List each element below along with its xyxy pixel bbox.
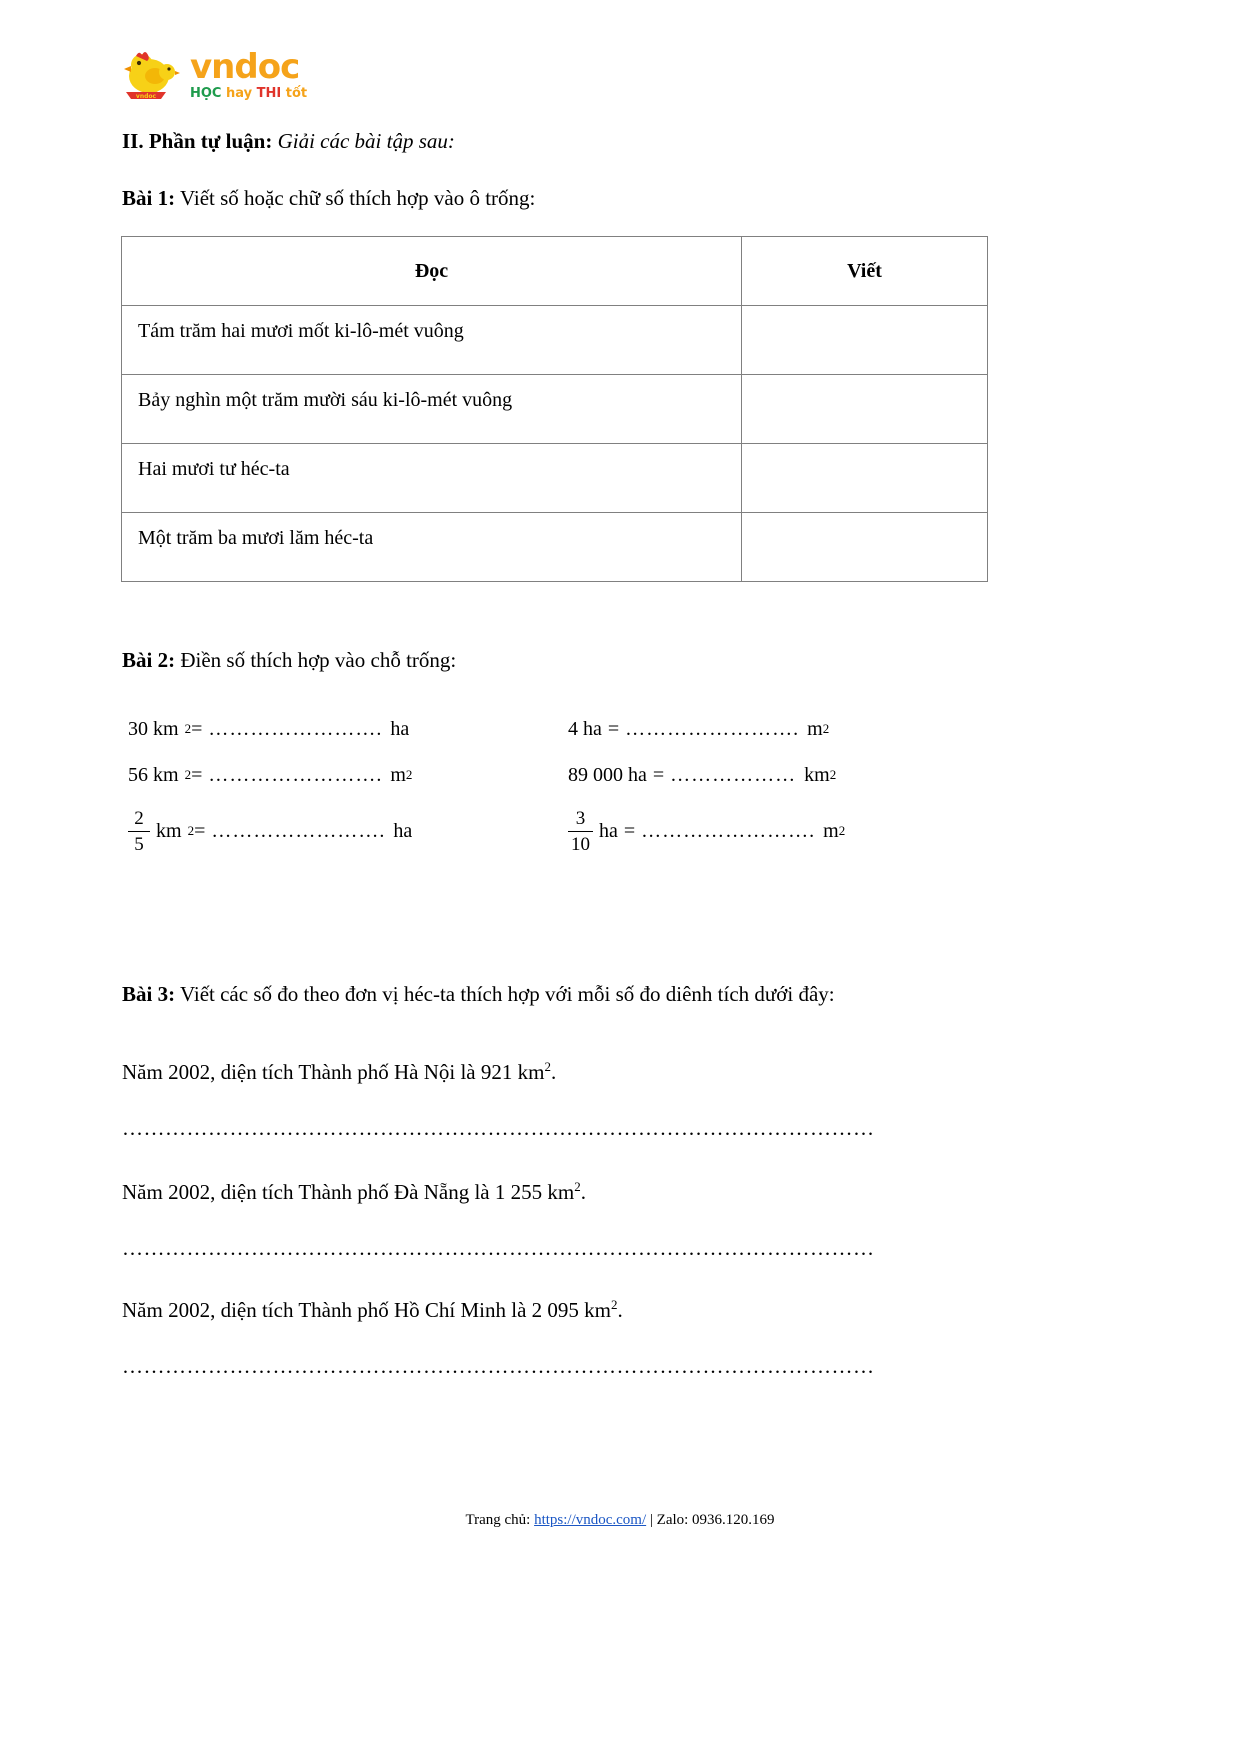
tagline-tot: tốt xyxy=(285,86,308,101)
statement-text: Năm 2002, diện tích Thành phố Đà Nẵng là 1 255 km xyxy=(122,1180,575,1204)
footer-prefix: Trang chủ: xyxy=(465,1512,531,1528)
footer-contact: Zalo: 0936.120.169 xyxy=(656,1512,775,1528)
bai1-heading xyxy=(122,182,535,214)
exercise-item: 89 000 ha = ……………… km 2 xyxy=(568,763,837,786)
column-header-viet: Viết xyxy=(742,237,988,306)
exercise-unit: ha xyxy=(390,717,410,740)
exercise-value: 56 km xyxy=(128,763,179,786)
fraction-denominator: 10 xyxy=(571,833,590,855)
table-row xyxy=(122,513,988,582)
table-row xyxy=(122,375,988,444)
exercise-unit: ha xyxy=(393,819,413,842)
exercise-item: 56 km 2 = ……………………. m 2 xyxy=(128,763,413,786)
bai3-heading xyxy=(122,978,988,1011)
fraction-numerator: 3 xyxy=(575,807,586,829)
bai3-statement xyxy=(122,1056,556,1088)
equals-sign: = xyxy=(194,819,206,842)
fraction-bar xyxy=(568,831,593,832)
table-row xyxy=(122,306,988,375)
bai2-heading xyxy=(122,644,456,676)
tagline-hoc: HỌC xyxy=(190,86,222,101)
equals-sign: = xyxy=(191,717,203,740)
table-header-row xyxy=(122,237,988,306)
chick-mascot-icon xyxy=(122,48,184,106)
exercise-row xyxy=(128,752,1008,798)
section-heading xyxy=(122,126,455,156)
exercise-value: 4 ha xyxy=(568,717,602,740)
equals-sign: = xyxy=(623,819,636,842)
exercise-row xyxy=(128,706,1008,752)
column-header-doc: Đọc xyxy=(122,237,742,306)
cell-read: Tám trăm hai mươi mốt ki-lô-mét vuông xyxy=(122,306,742,375)
bai2-label: Bài 2: xyxy=(122,648,176,672)
bai3-prompt: Viết các số đo theo đơn vị héc-ta thích hợp với mỗi số đo diênh tích dưới đây: xyxy=(179,982,835,1006)
bai1-label: Bài 1: xyxy=(122,186,176,210)
exercise-item-fraction: $\frac{2}{5}$ km 2 = ……………………. ha xyxy=(128,809,568,854)
answer-blank[interactable]: ……………………. xyxy=(641,819,816,842)
exercise-value: km xyxy=(156,819,182,842)
statement-text: Năm 2002, diện tích Thành phố Hà Nội là 921 km xyxy=(122,1060,545,1084)
table-row xyxy=(122,444,988,513)
exercise-item: 4 ha = ……………………. m 2 xyxy=(568,717,830,740)
exercise-unit: m xyxy=(390,763,406,786)
statement-tail: . xyxy=(617,1298,623,1322)
svg-text:vndoc: vndoc xyxy=(135,93,157,100)
fraction xyxy=(128,809,150,854)
fraction-numerator: 2 xyxy=(134,807,144,829)
bai2-exercises xyxy=(128,706,1008,864)
statement-exponent: 2 xyxy=(574,1179,581,1194)
exercise-unit: m xyxy=(807,717,823,740)
tagline-hay: hay xyxy=(226,86,253,101)
answer-blank[interactable]: ……………………. xyxy=(625,717,800,740)
answer-blank[interactable]: ……………………. xyxy=(208,763,383,786)
fraction-bar xyxy=(128,831,150,832)
statement-tail: . xyxy=(550,1060,557,1084)
bai3-statement xyxy=(122,1294,623,1326)
bai3-answer-blank[interactable]: …………………………………………………………………………………………… xyxy=(122,1236,875,1260)
cell-write-blank[interactable] xyxy=(742,444,988,513)
bai3-label: Bài 3: xyxy=(122,982,176,1006)
exercise-item-fraction: $\frac{3}{10}$ ha = ……………………. m 2 xyxy=(568,809,1008,854)
cell-read: Bảy nghìn một trăm mười sáu ki-lô-mét vuông xyxy=(122,375,742,444)
exercise-value: ha xyxy=(599,819,618,842)
logo-tagline xyxy=(190,86,307,101)
cell-write-blank[interactable] xyxy=(742,513,988,582)
equals-sign: = xyxy=(652,763,665,786)
exercise-value: 30 km xyxy=(128,717,179,740)
footer-separator: | xyxy=(649,1512,653,1528)
answer-blank[interactable]: ……………………. xyxy=(208,717,383,740)
statement-tail: . xyxy=(580,1180,586,1204)
answer-blank[interactable]: ……………… xyxy=(670,763,797,786)
exercise-value: 89 000 ha xyxy=(568,763,647,786)
equals-sign: = xyxy=(191,763,203,786)
bai3-statement xyxy=(122,1176,586,1208)
section-label: II. Phần tự luận: xyxy=(122,129,273,153)
bai1-prompt: Viết số hoặc chữ số thích hợp vào ô trống: xyxy=(179,186,536,210)
statement-exponent: 2 xyxy=(611,1297,618,1312)
fraction-denominator: 5 xyxy=(134,833,144,855)
cell-read: Hai mươi tư héc-ta xyxy=(122,444,742,513)
fraction xyxy=(568,809,593,854)
cell-write-blank[interactable] xyxy=(742,306,988,375)
vndoc-logo xyxy=(122,48,307,110)
statement-text: Năm 2002, diện tích Thành phố Hồ Chí Minh là 2 095 km xyxy=(122,1298,611,1322)
page-footer xyxy=(0,1512,1240,1529)
bai3-answer-blank[interactable]: …………………………………………………………………………………………… xyxy=(122,1354,875,1378)
exercise-unit: km xyxy=(804,763,830,786)
exercise-item: 30 km 2 = ……………………. ha xyxy=(128,717,410,740)
bai2-prompt: Điền số thích hợp vào chỗ trống: xyxy=(180,648,457,672)
exercise-unit: m xyxy=(823,819,839,842)
footer-link[interactable]: https://vndoc.com/ xyxy=(534,1512,647,1528)
cell-write-blank[interactable] xyxy=(742,375,988,444)
answer-blank[interactable]: ……………………. xyxy=(211,819,386,842)
bai1-table xyxy=(121,236,988,582)
bai3-answer-blank[interactable]: …………………………………………………………………………………………… xyxy=(122,1116,875,1140)
section-instruction: Giải các bài tập sau: xyxy=(277,129,455,153)
cell-read: Một trăm ba mươi lăm héc-ta xyxy=(122,513,742,582)
statement-exponent: 2 xyxy=(544,1059,551,1074)
equals-sign: = xyxy=(607,717,620,740)
logo-wordmark: vndoc xyxy=(190,47,300,87)
tagline-thi: THI xyxy=(256,86,282,101)
exercise-row-fractions xyxy=(128,798,1008,864)
